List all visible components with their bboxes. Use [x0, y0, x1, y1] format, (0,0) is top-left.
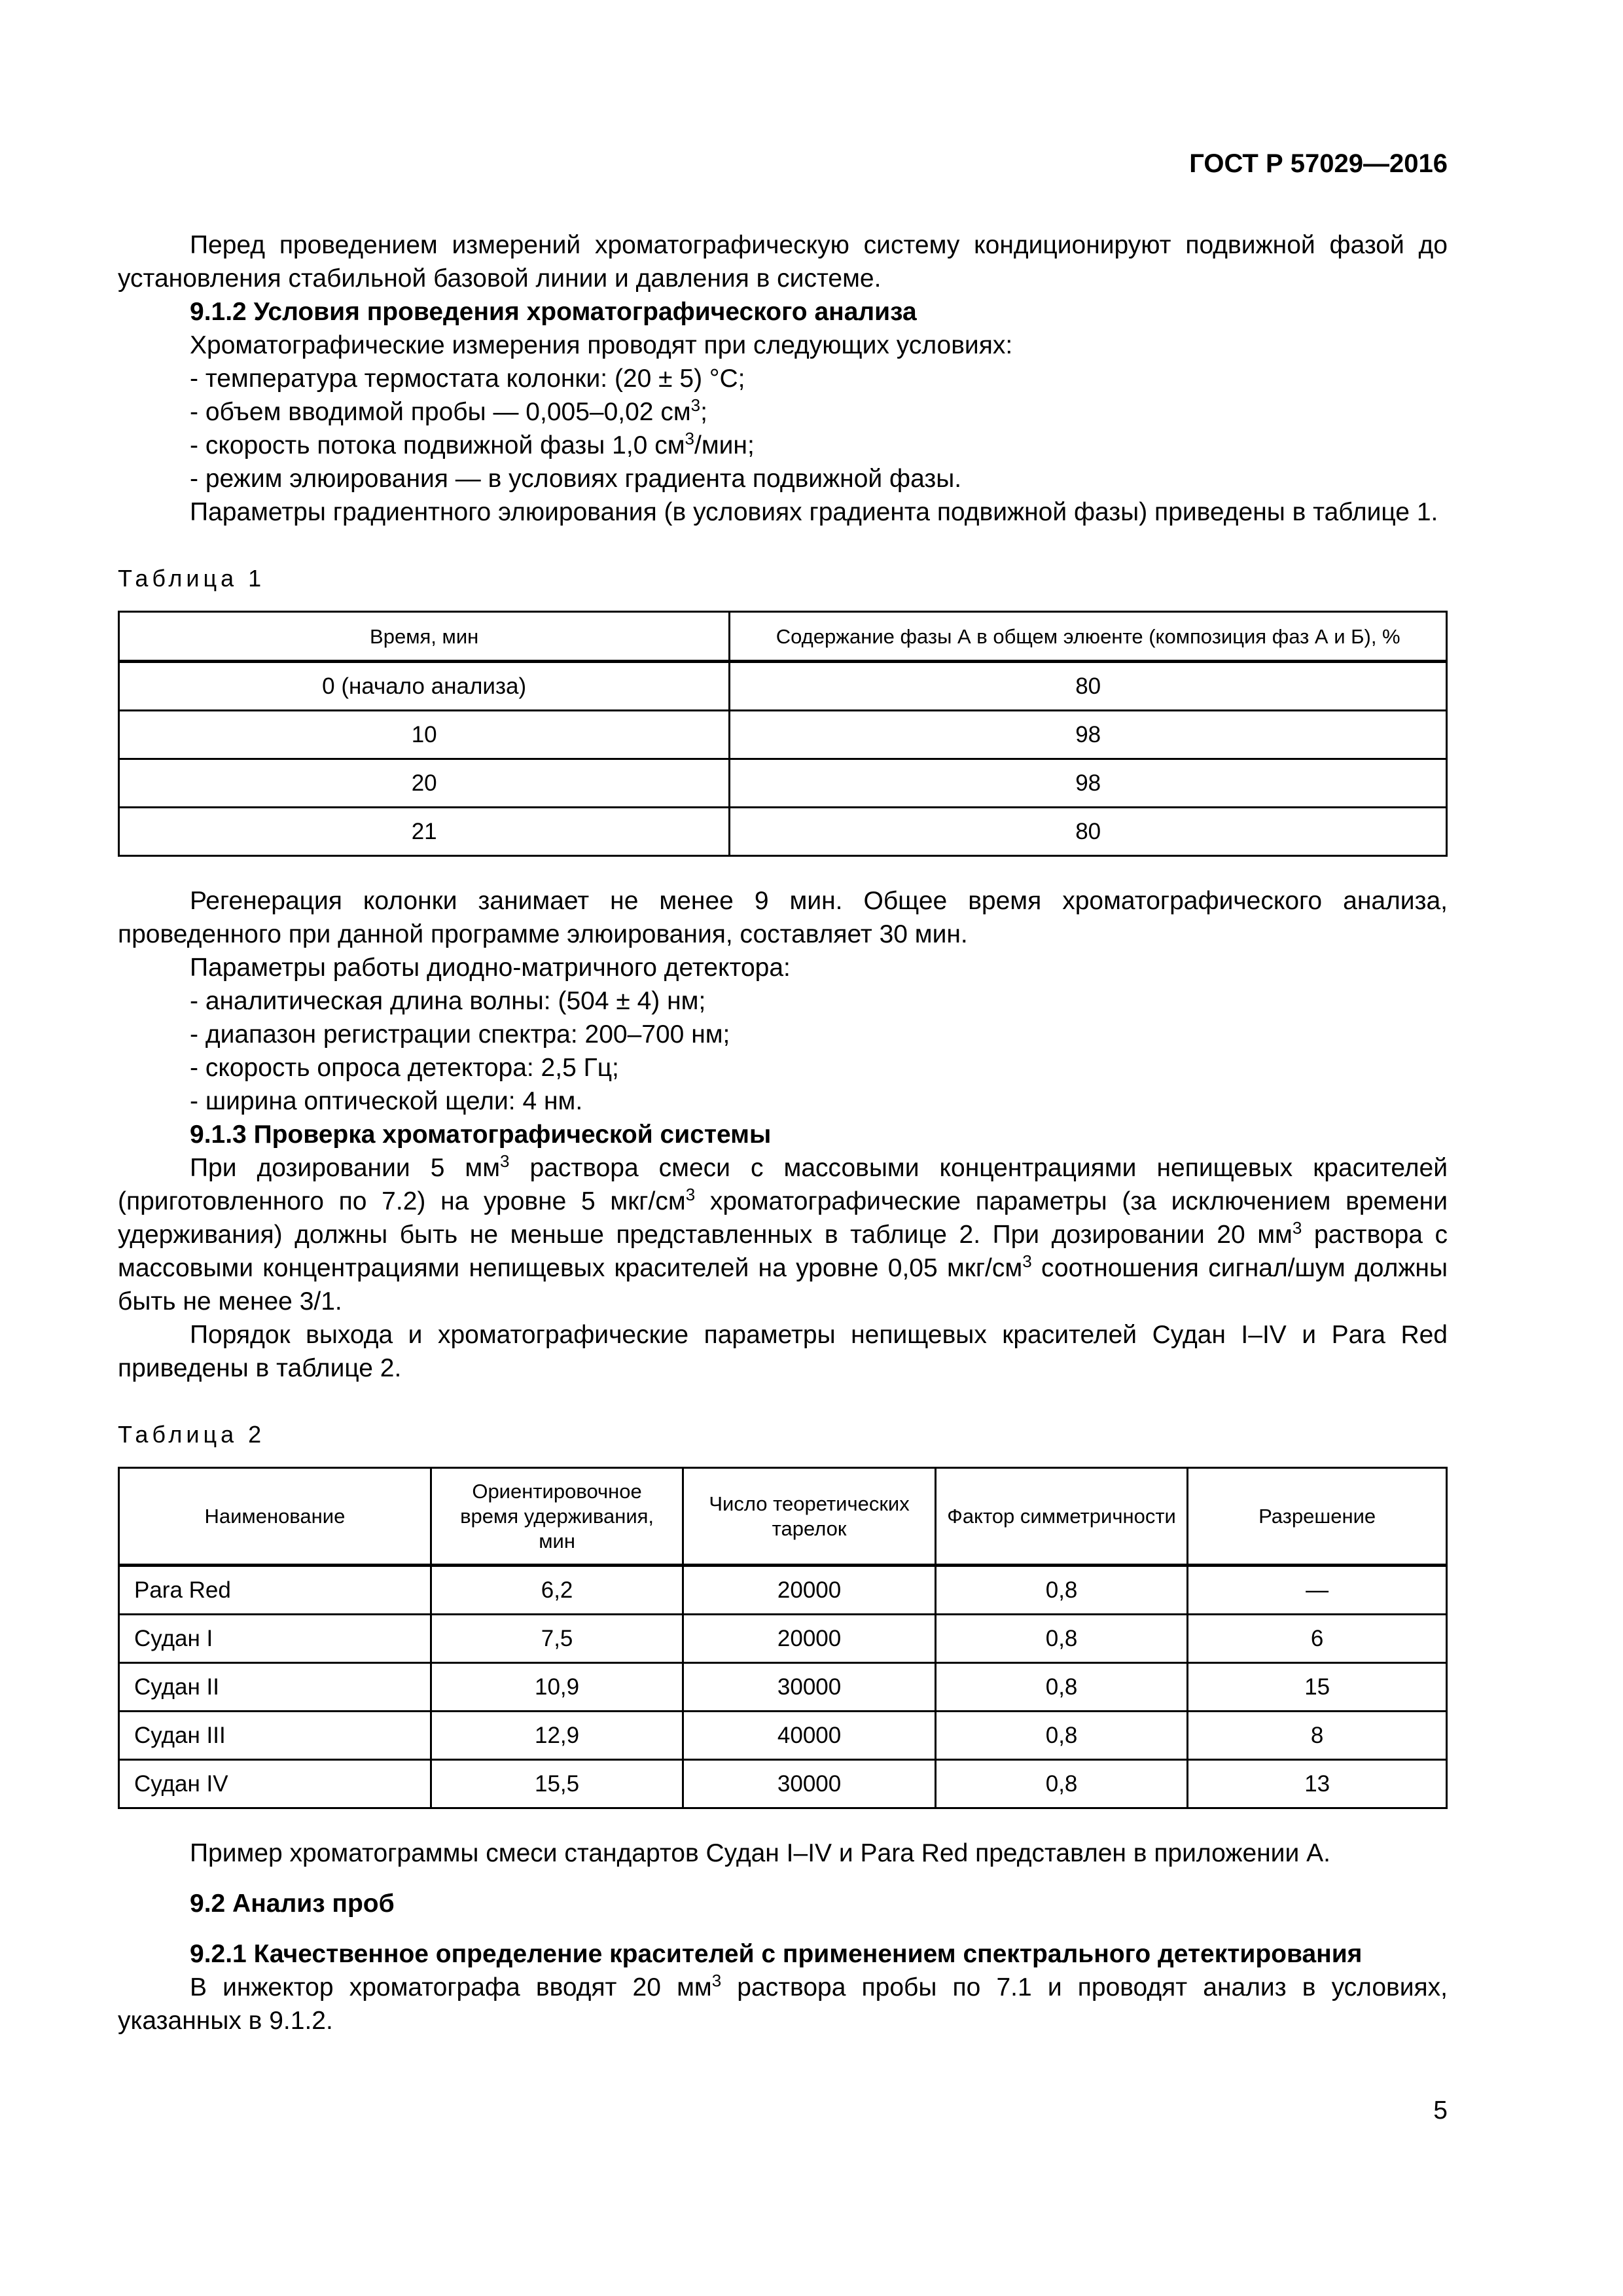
table-header-cell: Содержание фазы А в общем элюенте (композиция фаз А и Б), %: [730, 612, 1447, 662]
table-row: [119, 759, 1447, 808]
table-cell: —: [1188, 1566, 1447, 1615]
detector-spectrum-range: - диапазон регистрации спектра: 200–700 нм;: [190, 1020, 730, 1049]
table-header-row: [119, 612, 1447, 662]
table-1: [118, 611, 1448, 857]
table-cell: 0 (начало анализа): [119, 662, 730, 711]
condition-elution-mode: - режим элюирования — в условиях градиента подвижной фазы.: [190, 465, 962, 493]
table-cell: Судан II: [119, 1663, 431, 1712]
gradient-params-paragraph: Параметры градиентного элюирования (в условиях градиента подвижной фазы) приведены в таблице 1.: [190, 498, 1438, 526]
conditions-intro: Хроматографические измерения проводят при следующих условиях:: [190, 331, 1013, 359]
section-9-1-3-title: 9.1.3 Проверка хроматографической системы: [190, 1121, 772, 1149]
section-9-2-title: 9.2 Анализ проб: [190, 1890, 395, 1918]
table-cell: 10,9: [431, 1663, 683, 1712]
section-9-2-1-title: 9.2.1 Качественное определение красителей с применением спектрального детектирования: [190, 1940, 1363, 1968]
table-cell: Судан IV: [119, 1760, 431, 1808]
table-row: [119, 711, 1447, 759]
table-row: [119, 808, 1447, 856]
table-cell: 20000: [683, 1615, 936, 1663]
example-chromatogram-paragraph: Пример хроматограммы смеси стандартов Судан I–IV и Para Red представлен в приложении А.: [190, 1839, 1330, 1867]
table-cell: 13: [1188, 1760, 1447, 1808]
table-row: [119, 662, 1447, 711]
table-cell: 15,5: [431, 1760, 683, 1808]
table-cell: 80: [730, 662, 1447, 711]
section-9-1-2-title: 9.1.2 Условия проведения хроматографического анализа: [190, 298, 917, 326]
table-header-cell: Фактор симметричности: [935, 1468, 1188, 1566]
table-cell: 0,8: [935, 1663, 1188, 1712]
table-cell: Para Red: [119, 1566, 431, 1615]
table-cell: 20: [119, 759, 730, 808]
table-row: [119, 1760, 1447, 1808]
table-cell: 40000: [683, 1712, 936, 1760]
table-row: [119, 1566, 1447, 1615]
table-header-cell: Разрешение: [1188, 1468, 1447, 1566]
condition-temperature: - температура термостата колонки: (20 ± 5) °С;: [190, 365, 745, 393]
table-cell: 6,2: [431, 1566, 683, 1615]
table-cell: 0,8: [935, 1566, 1188, 1615]
table-2-caption: Таблица 2: [118, 1421, 266, 1448]
table-cell: 20000: [683, 1566, 936, 1615]
regeneration-paragraph: Регенерация колонки занимает не менее 9 мин. Общее время хроматографического анализа, проведенного при данной программе элюирования, составляет 30 мин.: [118, 887, 1448, 948]
table-cell: 15: [1188, 1663, 1447, 1712]
table-2: [118, 1467, 1448, 1809]
table-cell: 10: [119, 711, 730, 759]
table-cell: 80: [730, 808, 1447, 856]
table-header-row: [119, 1468, 1447, 1566]
condition-sample-volume: - объем вводимой пробы — 0,005–0,02 $см^3$;: [190, 395, 707, 426]
table-row: [119, 1663, 1447, 1712]
intro-paragraph: Перед проведением измерений хроматографическую систему кондиционируют подвижной фазой до установления стабильной базовой линии и давления в системе.: [118, 231, 1448, 293]
table-header-cell: Ориентировочное время удерживания, мин: [431, 1468, 683, 1566]
detector-intro: Параметры работы диодно-матричного детектора:: [190, 954, 791, 982]
table-cell: 21: [119, 808, 730, 856]
table-1-caption: Таблица 1: [118, 565, 266, 592]
detector-wavelength: - аналитическая длина волны: (504 ± 4) нм;: [190, 987, 706, 1015]
elution-order-paragraph: Порядок выхода и хроматографические параметры непищевых красителей Судан I–IV и Para Red приведены в таблице 2.: [118, 1321, 1448, 1382]
table-row: [119, 1615, 1447, 1663]
table-cell: 6: [1188, 1615, 1447, 1663]
table-row: [119, 1712, 1447, 1760]
table-cell: 12,9: [431, 1712, 683, 1760]
table-cell: 30000: [683, 1760, 936, 1808]
table-header-cell: Время, мин: [119, 612, 730, 662]
table-cell: 98: [730, 759, 1447, 808]
detector-slit-width: - ширина оптической щели: 4 нм.: [190, 1087, 583, 1115]
table-cell: 8: [1188, 1712, 1447, 1760]
table-cell: 30000: [683, 1663, 936, 1712]
detector-sampling-rate: - скорость опроса детектора: 2,5 Гц;: [190, 1054, 619, 1082]
system-check-paragraph: При дозировании 5 $мм^3$ раствора смеси с массовыми концентрациями непищевых красителей (приготовленного по 7.2) на уровне 5 мкг/$см^3$ хроматографические параметры (за исключением времени удерживания) должны быть не меньше представленных в таблице 2. При дозировании 20 $мм^3$ раствора с массовыми концентрациями непищевых красителей на уровне 0,05 мкг/$см^3$ соотношения сигнал/шум должны быть не менее 3/1.: [118, 1151, 1448, 1316]
table-cell: Судан III: [119, 1712, 431, 1760]
table-cell: Судан I: [119, 1615, 431, 1663]
table-cell: 0,8: [935, 1712, 1188, 1760]
page-number: 5: [1433, 2096, 1448, 2125]
injection-paragraph: В инжектор хроматографа вводят 20 $мм^3$ раствора пробы по 7.1 и проводят анализ в условиях, указанных в 9.1.2.: [118, 1971, 1448, 2035]
table-header-cell: Наименование: [119, 1468, 431, 1566]
table-cell: 98: [730, 711, 1447, 759]
table-cell: 7,5: [431, 1615, 683, 1663]
table-header-cell: Число теоретических тарелок: [683, 1468, 936, 1566]
table-cell: 0,8: [935, 1615, 1188, 1663]
table-cell: 0,8: [935, 1760, 1188, 1808]
document-id: ГОСТ Р 57029—2016: [1189, 149, 1448, 178]
condition-flow-rate: - скорость потока подвижной фазы 1,0 $см^3$/мин;: [190, 429, 755, 459]
